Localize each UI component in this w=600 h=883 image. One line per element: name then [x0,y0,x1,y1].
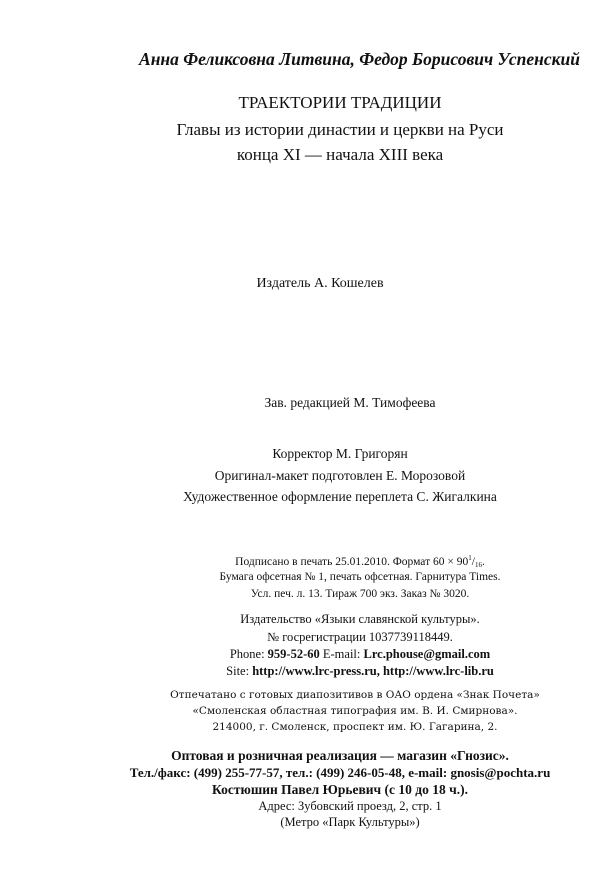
imprint-sheets-run: Усл. печ. л. 13. Тираж 700 экз. Заказ № 3020. [250,588,470,600]
format-fraction-numerator: 1 [468,554,472,562]
shop-line-1: Оптовая и розничная реализация — магазин «Гнозис». [171,748,509,763]
managing-editor: Зав. редакцией М. Тимофеева [264,395,436,410]
email-link[interactable]: Lrc.phouse@gmail.com [363,647,491,661]
site-label: Site: [226,664,253,678]
format-fraction-slash: / [471,556,475,568]
format-end: . [481,556,485,568]
phone-number: 959-52-60 [267,647,320,661]
publishing-house-registration: № госрегистрации 1037739118449. [267,630,453,644]
book-title: ТРАЕКТОРИИ ТРАДИЦИИ [238,93,442,112]
book-subtitle-line-2: конца XI — начала XIII века [236,145,444,164]
book-subtitle-line-1: Главы из истории династии и церкви на Руси [176,120,504,139]
shop-metro: (Метро «Парк Культуры») [280,815,420,829]
publishing-house-sites [60,664,600,679]
printed-by-line-2: «Смоленская областная типография им. В. И. Смирнова». [192,705,518,717]
phone-label: Phone: [229,647,268,661]
shop-address: Адрес: Зубовский проезд, 2, стр. 1 [258,799,442,813]
imprint-signed-text: Подписано в печать 25.01.2010. Формат 60 × 90 [235,556,469,568]
site-links[interactable]: http://www.lrc-press.ru, http://www.lrc-lib.ru [252,664,494,678]
publishing-house-name: Издательство «Языки славянской культуры». [240,612,480,626]
imprint-paper: Бумага офсетная № 1, печать офсетная. Гарнитура Times. [219,571,501,583]
format-fraction-denominator: 16 [474,561,482,569]
credit-proofreader: Корректор М. Григорян [272,446,408,461]
publisher: Издатель А. Кошелев [256,276,384,291]
credit-layout: Оригинал-макет подготовлен Е. Морозовой [214,468,466,483]
email-label: E-mail: [319,647,364,661]
printed-by-line-1: Отпечатано с готовых диапозитивов в ОАО ордена «Знак Почета» [170,689,540,701]
publishing-house-contacts [60,647,600,662]
authors: Анна Феликсовна Литвина, Федор Борисович Успенский [139,49,580,69]
credit-cover-design: Художественное оформление переплета С. Жигалкина [183,489,497,504]
imprint-signed-format [60,554,600,569]
shop-contact-person: Костюшин Павел Юрьевич (с 10 до 18 ч.). [212,782,468,797]
printed-by-line-3: 214000, г. Смоленск, проспект им. Ю. Гагарина, 2. [212,721,498,733]
shop-contacts: Тел./факс: (499) 255-77-57, тел.: (499) 246-05-48, e-mail: gnosis@pochta.ru [129,765,551,780]
